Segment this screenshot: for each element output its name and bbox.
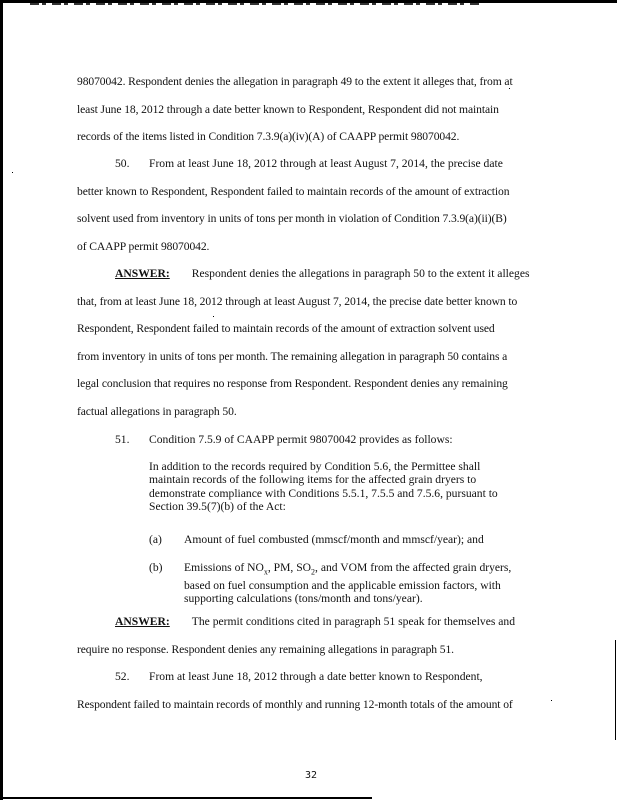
answer-50-text: Respondent denies the allegations in paragraph 50 to the extent it alleges	[191, 267, 530, 280]
paragraph-52-number: 52.	[115, 670, 130, 683]
scan-border-bottom	[0, 797, 372, 799]
scan-speck	[213, 316, 214, 317]
answer-50-line: Respondent, Respondent failed to maintain records of the amount of extraction solvent used	[77, 322, 495, 335]
quote-item-a-text: Amount of fuel combusted (mmscf/month and mmscf/year); and	[184, 533, 484, 546]
paragraph-50-line: solvent used from inventory in units of tons per month in violation of Condition 7.3.9(a)(ii)(B)	[77, 212, 507, 225]
paragraph-52-first-line: From at least June 18, 2012 through a date better known to Respondent,	[149, 670, 483, 683]
answer-label: ANSWER:	[115, 267, 170, 280]
scan-speck	[12, 172, 13, 173]
answer-50-line: factual allegations in paragraph 50.	[77, 405, 237, 418]
paragraph-50-number: 50.	[115, 157, 130, 170]
paragraph-51-number: 51.	[115, 433, 130, 446]
scan-border-left	[0, 0, 3, 800]
quote-item-b-text: Emissions of $NO_x$, PM, $SO_2$, and VOM from the affected grain dryers, based on fuel consumption and the applicable emission factors, with supporting calculations (tons/month and tons/year).	[184, 561, 512, 606]
scan-border-right	[615, 640, 616, 740]
answer-50-line: legal conclusion that requires no response from Respondent. Respondent denies any remaining	[77, 377, 508, 390]
answer-51-text: The permit conditions cited in paragraph 51 speak for themselves and	[191, 615, 516, 628]
paragraph-50-line: of CAAPP permit 98070042.	[77, 240, 210, 253]
p49-line-1: 98070042. Respondent denies the allegation in paragraph 49 to the extent it alleges that, from at	[77, 75, 513, 88]
quote-item-a-label: (a)	[149, 533, 162, 546]
answer-label: ANSWER:	[115, 615, 170, 628]
answer-50-first-line	[115, 267, 530, 281]
p49-line-3: records of the items listed in Condition 7.3.9(a)(iv)(A) of CAAPP permit 98070042.	[77, 130, 460, 143]
scan-border-noise	[30, 3, 480, 5]
page-number: 32	[305, 770, 318, 781]
quote-item-b-label: (b)	[149, 561, 163, 574]
p49-line-2: least June 18, 2012 through a date better known to Respondent, Respondent did not maintain	[77, 103, 499, 116]
answer-51-line: require no response. Respondent denies any remaining allegations in paragraph 51.	[77, 643, 454, 656]
permit-condition-quote: In addition to the records required by Condition 5.6, the Permittee shall maintain records of the following items for the affected grain dryers to demonstrate compliance with Conditions 5.5.1, 7.5.5 and 7.5.6, pursuant to Section 39.5(7)(b) of the Act:	[149, 460, 498, 514]
answer-51-first-line	[115, 615, 515, 629]
scan-speck	[551, 700, 552, 701]
paragraph-50-line: better known to Respondent, Respondent failed to maintain records of the amount of extraction	[77, 185, 510, 198]
paragraph-51-first-line: Condition 7.5.9 of CAAPP permit 98070042 provides as follows:	[149, 433, 453, 446]
paragraph-52-line: Respondent failed to maintain records of monthly and running 12-month totals of the amount of	[77, 698, 513, 711]
paragraph-50-first-line: From at least June 18, 2012 through at least August 7, 2014, the precise date	[149, 157, 503, 170]
answer-50-line: that, from at least June 18, 2012 through at least August 7, 2014, the precise date better known to	[77, 295, 518, 308]
answer-50-line: from inventory in units of tons per month. The remaining allegation in paragraph 50 contains a	[77, 350, 508, 363]
